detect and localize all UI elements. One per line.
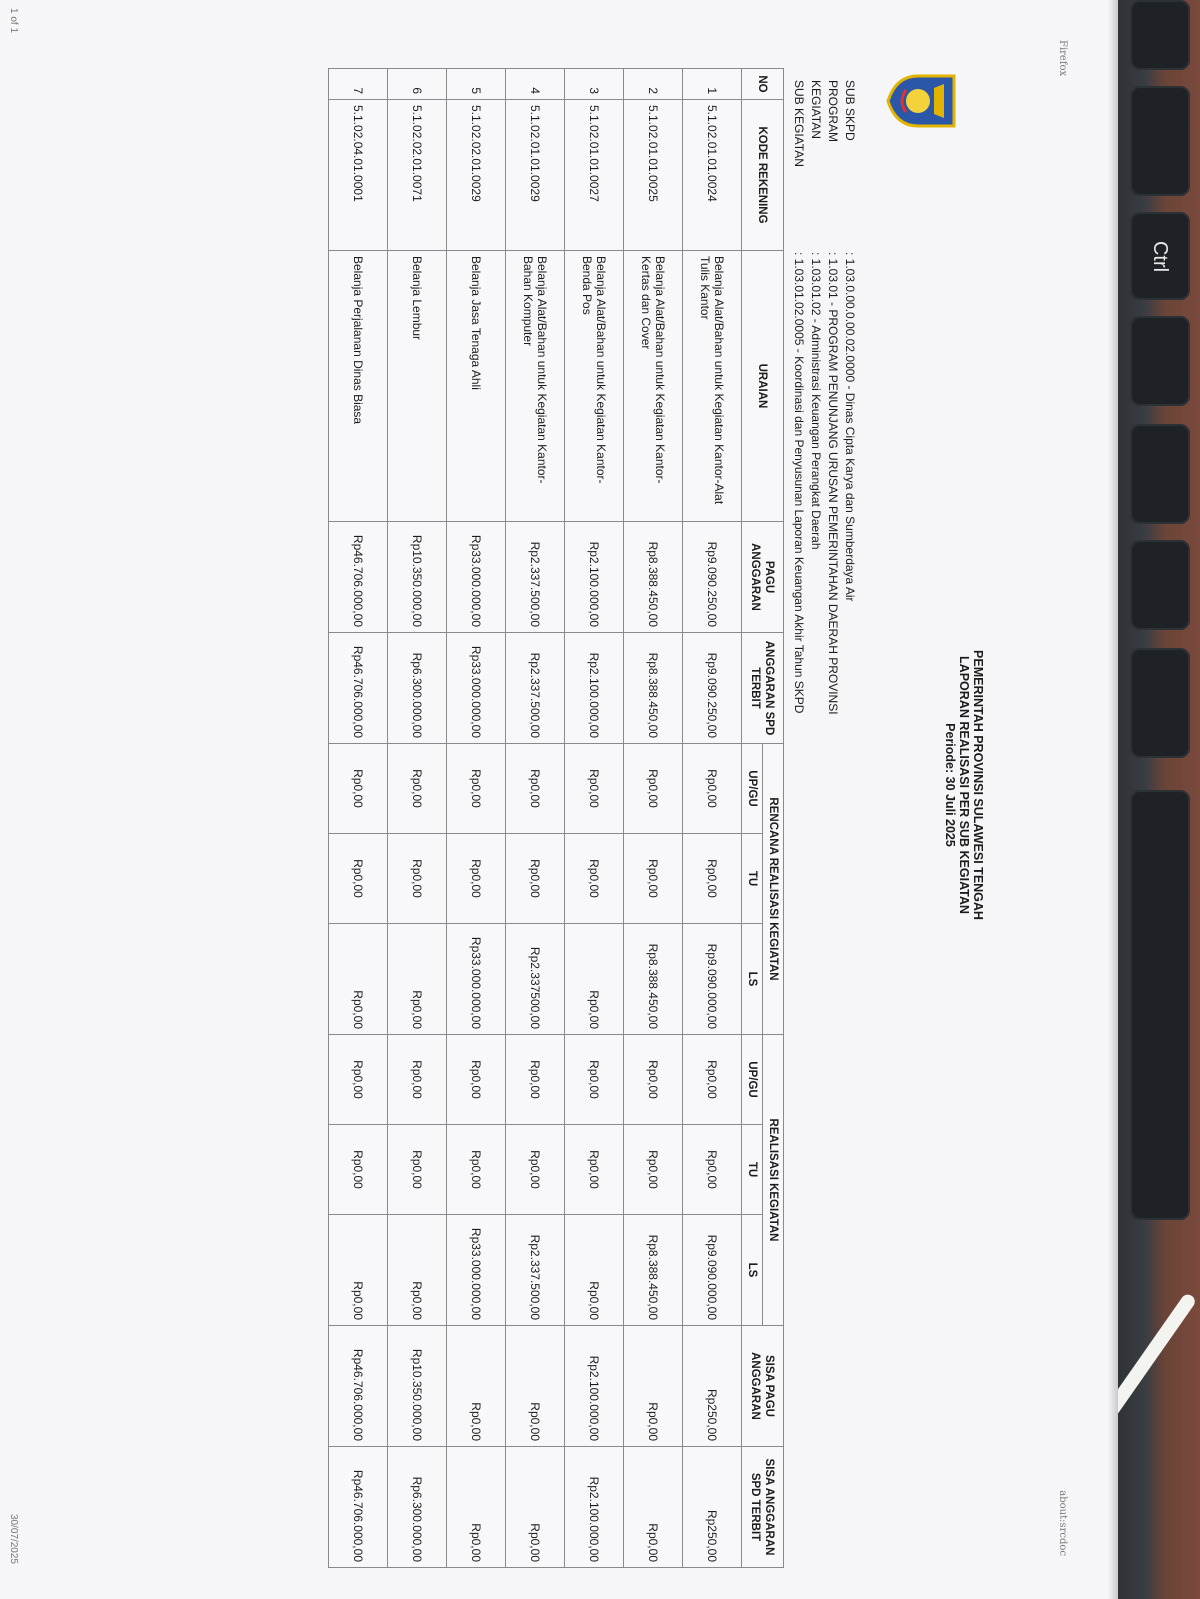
cell-r-up: Rp0,00 [388,744,447,834]
cell-uraian: Belanja Jasa Tenaga Ahli [447,251,506,522]
table-row [624,69,683,1568]
cell-r-ls: Rp9.090.000,00 [683,924,742,1035]
browser-title: Firefox [1057,40,1068,77]
cell-sisa-spd: Rp0,00 [506,1447,565,1568]
cell-k-ls: Rp0,00 [565,1215,624,1326]
cell-r-ls: Rp2.337500,00 [506,924,565,1035]
col-realisasi-up: UP/GU [742,1035,763,1125]
cell-k-ls: Rp2.337.500,00 [506,1215,565,1326]
cell-sisa-pagu: Rp2.100.000,00 [565,1326,624,1447]
cell-r-up: Rp0,00 [683,744,742,834]
cell-spd: Rp6.300.000,00 [388,633,447,744]
cell-r-tu: Rp0,00 [388,834,447,924]
cell-kode: 5.1.02.01.01.0029 [506,100,565,251]
header-line-3: Periode: 30 Juli 2025 [943,723,957,847]
cell-r-ls: Rp8.388.450,00 [624,924,683,1035]
cell-pagu: Rp10.350.000,00 [388,522,447,633]
col-rencana-up: UP/GU [742,744,763,834]
cell-r-tu: Rp0,00 [447,834,506,924]
col-rencana: RENCANA REALISASI KEGIATAN [763,744,784,1035]
cell-k-tu: Rp0,00 [565,1125,624,1215]
cell-k-ls: Rp8.388.450,00 [624,1215,683,1326]
cell-no: 5 [447,69,506,100]
table-row [329,69,388,1568]
cell-sisa-spd: Rp0,00 [447,1447,506,1568]
cell-r-tu: Rp0,00 [683,834,742,924]
cell-sisa-spd: Rp6.300.000,00 [388,1447,447,1568]
cell-r-ls: Rp0,00 [565,924,624,1035]
cell-kode: 5.1.02.01.01.0024 [683,100,742,251]
cell-k-up: Rp0,00 [388,1035,447,1125]
spacebar-key [1130,790,1190,1220]
cell-kode: 5.1.02.01.01.0025 [624,100,683,251]
cell-r-tu: Rp0,00 [329,834,388,924]
cell-r-up: Rp0,00 [565,744,624,834]
cell-uraian: Belanja Alat/Bahan untuk Kegiatan Kantor-Bahan Komputer [506,251,565,522]
cell-spd: Rp2.337.500,00 [506,633,565,744]
col-kode: KODE REKENING [742,100,784,251]
report-header [943,0,985,1570]
cell-uraian: Belanja Lembur [388,251,447,522]
cell-uraian: Belanja Alat/Bahan untuk Kegiatan Kantor-Kertas dan Cover [624,251,683,522]
cell-spd: Rp2.100.000,00 [565,633,624,744]
cell-k-tu: Rp0,00 [447,1125,506,1215]
cell-r-tu: Rp0,00 [565,834,624,924]
cell-kode: 5.1.02.04.01.0001 [329,100,388,251]
cell-k-ls: Rp9.090.000,00 [683,1215,742,1326]
cell-no: 6 [388,69,447,100]
cell-spd: Rp33.000.000,00 [447,633,506,744]
cell-sisa-pagu: Rp250,00 [683,1326,742,1447]
col-rencana-tu: TU [742,834,763,924]
header-line-1: PEMERINTAH PROVINSI SULAWESI TENGAH [971,650,985,920]
cell-pagu: Rp46.706.000,00 [329,522,388,633]
cell-sisa-pagu: Rp0,00 [447,1326,506,1447]
cell-r-up: Rp0,00 [624,744,683,834]
cell-k-ls: Rp33.000.000,00 [447,1215,506,1326]
cell-k-up: Rp0,00 [329,1035,388,1125]
cell-k-up: Rp0,00 [565,1035,624,1125]
table-row [506,69,565,1568]
col-sisa-pagu: SISA PAGU ANGGARAN [742,1326,784,1447]
table-row [565,69,624,1568]
cell-sisa-spd: Rp250,00 [683,1447,742,1568]
cell-sisa-pagu: Rp10.350.000,00 [388,1326,447,1447]
cell-kode: 5.1.02.02.01.0029 [447,100,506,251]
header-line-2: LAPORAN REALISASI PER SUB KEGIATAN [957,656,971,914]
meta-row: PROGRAM : 1.03.01 - PROGRAM PENUNJANG URUSAN PEMERINTAHAN DAERAH PROVINSI [826,80,840,715]
cell-no: 2 [624,69,683,100]
col-sisa-spd: SISA ANGGARAN SPD TERBIT [742,1447,784,1568]
browser-url: about:srcdoc [1057,1490,1068,1556]
cell-no: 3 [565,69,624,100]
col-pagu: PAGU ANGGARAN [742,522,784,633]
col-realisasi: REALISASI KEGIATAN [763,1035,784,1326]
col-realisasi-ls: LS [742,1215,763,1326]
cell-uraian: Belanja Alat/Bahan untuk Kegiatan Kantor-Alat Tulis Kantor [683,251,742,522]
cell-r-up: Rp0,00 [506,744,565,834]
keyboard-key [1130,424,1190,524]
cell-r-up: Rp0,00 [447,744,506,834]
realisasi-table [328,68,784,1568]
cell-no: 4 [506,69,565,100]
cell-k-up: Rp0,00 [506,1035,565,1125]
cell-sisa-spd: Rp0,00 [624,1447,683,1568]
cell-k-ls: Rp0,00 [388,1215,447,1326]
cell-k-up: Rp0,00 [683,1035,742,1125]
page-indicator: 1 of 1 [8,8,19,34]
col-rencana-ls: LS [742,924,763,1035]
cell-pagu: Rp9.090.250,00 [683,522,742,633]
cell-sisa-pagu: Rp0,00 [506,1326,565,1447]
meta-row: SUB SKPD : 1.03.0.00.0.00.02.0000 - Dinas Cipta Karya dan Sumberdaya Air [843,80,857,602]
keyboard-key [1130,316,1190,406]
keyboard-key [1130,540,1190,630]
cell-spd: Rp9.090.250,00 [683,633,742,744]
meta-row: SUB KEGIATAN : 1.03.01.02.0005 - Koordinasi dan Penyusunan Laporan Keuangan Akhir Tahun SKPD [792,80,806,714]
cell-pagu: Rp2.100.000,00 [565,522,624,633]
cell-uraian: Belanja Perjalanan Dinas Biasa [329,251,388,522]
cell-sisa-spd: Rp2.100.000,00 [565,1447,624,1568]
ctrl-key-label: Ctrl [1149,240,1172,272]
cell-uraian: Belanja Alat/Bahan untuk Kegiatan Kantor-Benda Pos [565,251,624,522]
keyboard-key [1130,0,1190,70]
col-realisasi-tu: TU [742,1125,763,1215]
cell-sisa-pagu: Rp46.706.000,00 [329,1326,388,1447]
cell-sisa-pagu: Rp0,00 [624,1326,683,1447]
print-date: 30/07/2025 [8,1513,19,1564]
table-row [447,69,506,1568]
cell-r-ls: Rp0,00 [329,924,388,1035]
cell-kode: 5.1.02.01.01.0027 [565,100,624,251]
cell-k-tu: Rp0,00 [683,1125,742,1215]
cell-r-ls: Rp0,00 [388,924,447,1035]
cell-pagu: Rp2.337.500,00 [506,522,565,633]
cell-k-tu: Rp0,00 [388,1125,447,1215]
col-spd: ANGGARAN SPD TERBIT [742,633,784,744]
cell-r-tu: Rp0,00 [624,834,683,924]
cell-no: 1 [683,69,742,100]
table-row [388,69,447,1568]
report-meta [790,80,858,715]
cell-k-tu: Rp0,00 [329,1125,388,1215]
cell-spd: Rp8.388.450,00 [624,633,683,744]
keyboard-key [1130,648,1190,758]
cell-spd: Rp46.706.000,00 [329,633,388,744]
ctrl-key [1130,212,1190,300]
cell-k-tu: Rp0,00 [624,1125,683,1215]
meta-row: KEGIATAN : 1.03.01.02 - Administrasi Keuangan Perangkat Daerah [809,80,823,550]
keyboard-key [1130,86,1190,196]
cell-k-up: Rp0,00 [624,1035,683,1125]
cell-r-ls: Rp33.000.000,00 [447,924,506,1035]
table-row [683,69,742,1568]
cell-k-ls: Rp0,00 [329,1215,388,1326]
cell-sisa-spd: Rp46.706.000,00 [329,1447,388,1568]
cell-pagu: Rp33.000.000,00 [447,522,506,633]
cell-r-up: Rp0,00 [329,744,388,834]
cell-k-tu: Rp0,00 [506,1125,565,1215]
cell-k-up: Rp0,00 [447,1035,506,1125]
cell-kode: 5.1.02.02.01.0071 [388,100,447,251]
cell-r-tu: Rp0,00 [506,834,565,924]
cell-pagu: Rp8.388.450,00 [624,522,683,633]
cell-no: 7 [329,69,388,100]
col-uraian: URAIAN [742,251,784,522]
col-no: NO [742,69,784,100]
